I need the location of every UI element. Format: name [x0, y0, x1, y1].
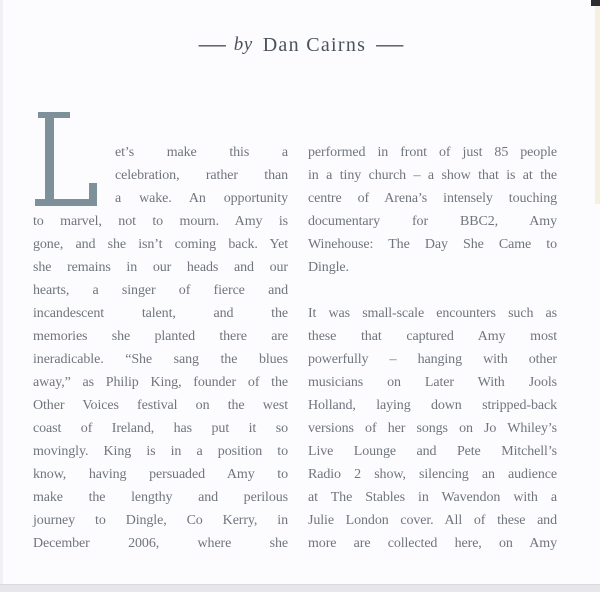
text-line: Dingle. [308, 260, 349, 275]
text-line: make the lengthy and perilous [33, 490, 288, 505]
text-line: to marvel, not to mourn. Amy is [33, 214, 288, 229]
byline-by-label: by [233, 34, 253, 55]
text-column-right [308, 141, 557, 555]
scan-edge-right-cream [595, 4, 600, 204]
text-line: versions of her songs on Jo Whiley’s [308, 421, 557, 436]
scan-edge-bottom [0, 584, 600, 592]
text-line: memories she planted there are [33, 329, 288, 344]
text-line: It was small-scale encounters such as [308, 306, 557, 321]
blank-line [308, 279, 557, 302]
text-line: these that captured Amy most [308, 329, 557, 344]
text-line: powerfully – hanging with other [308, 352, 557, 367]
text-line: documentary for BBC2, Amy [308, 214, 557, 229]
scan-corner-mark [591, 0, 600, 6]
text-line: more are collected here, on Amy [308, 536, 557, 551]
text-line: movingly. King is in a position to [33, 444, 288, 459]
text-line: Other Voices festival on the west [33, 398, 288, 413]
text-line: at The Stables in Wavendon with a [308, 490, 557, 505]
text-line: gone, and she isn’t coming back. Yet [33, 237, 288, 252]
byline: — by Dan Cairns — [198, 28, 402, 58]
text-line: performed in front of just 85 people [308, 145, 557, 160]
text-line: she remains in our heads and our [33, 260, 288, 275]
text-line: hearts, a singer of fierce and [33, 283, 288, 298]
byline-author: Dan Cairns [262, 33, 367, 56]
text-line: journey to Dingle, Co Kerry, in [33, 513, 288, 528]
text-line: centre of Arena’s intensely touching [308, 191, 557, 206]
text-line: Winehouse: The Day She Came to [308, 237, 557, 252]
text-line: musicians on Later With Jools [308, 375, 557, 390]
text-line: celebration, rather than [115, 168, 288, 183]
text-column-left [33, 141, 288, 555]
text-line: coast of Ireland, has put it so [33, 421, 288, 436]
text-line: December 2006, where she [33, 536, 288, 551]
text-line: incandescent talent, and the [33, 306, 288, 321]
text-line: et’s make this a [115, 145, 288, 160]
text-line: Radio 2 show, silencing an audience [308, 467, 557, 482]
text-line: ineradicable. “She sang the blues [33, 352, 288, 367]
text-line: know, having persuaded Amy to [33, 467, 288, 482]
scan-edge-left [0, 0, 3, 584]
text-line: Julie London cover. All of these and [308, 513, 557, 528]
text-line: away,” as Philip King, founder of the [33, 375, 288, 390]
text-line: in a tiny church – a show that is at the [308, 168, 557, 183]
text-line: Holland, laying down stripped-back [308, 398, 557, 413]
text-line: Live Lounge and Pete Mitchell’s [308, 444, 557, 459]
text-line: a wake. An opportunity [115, 191, 288, 206]
